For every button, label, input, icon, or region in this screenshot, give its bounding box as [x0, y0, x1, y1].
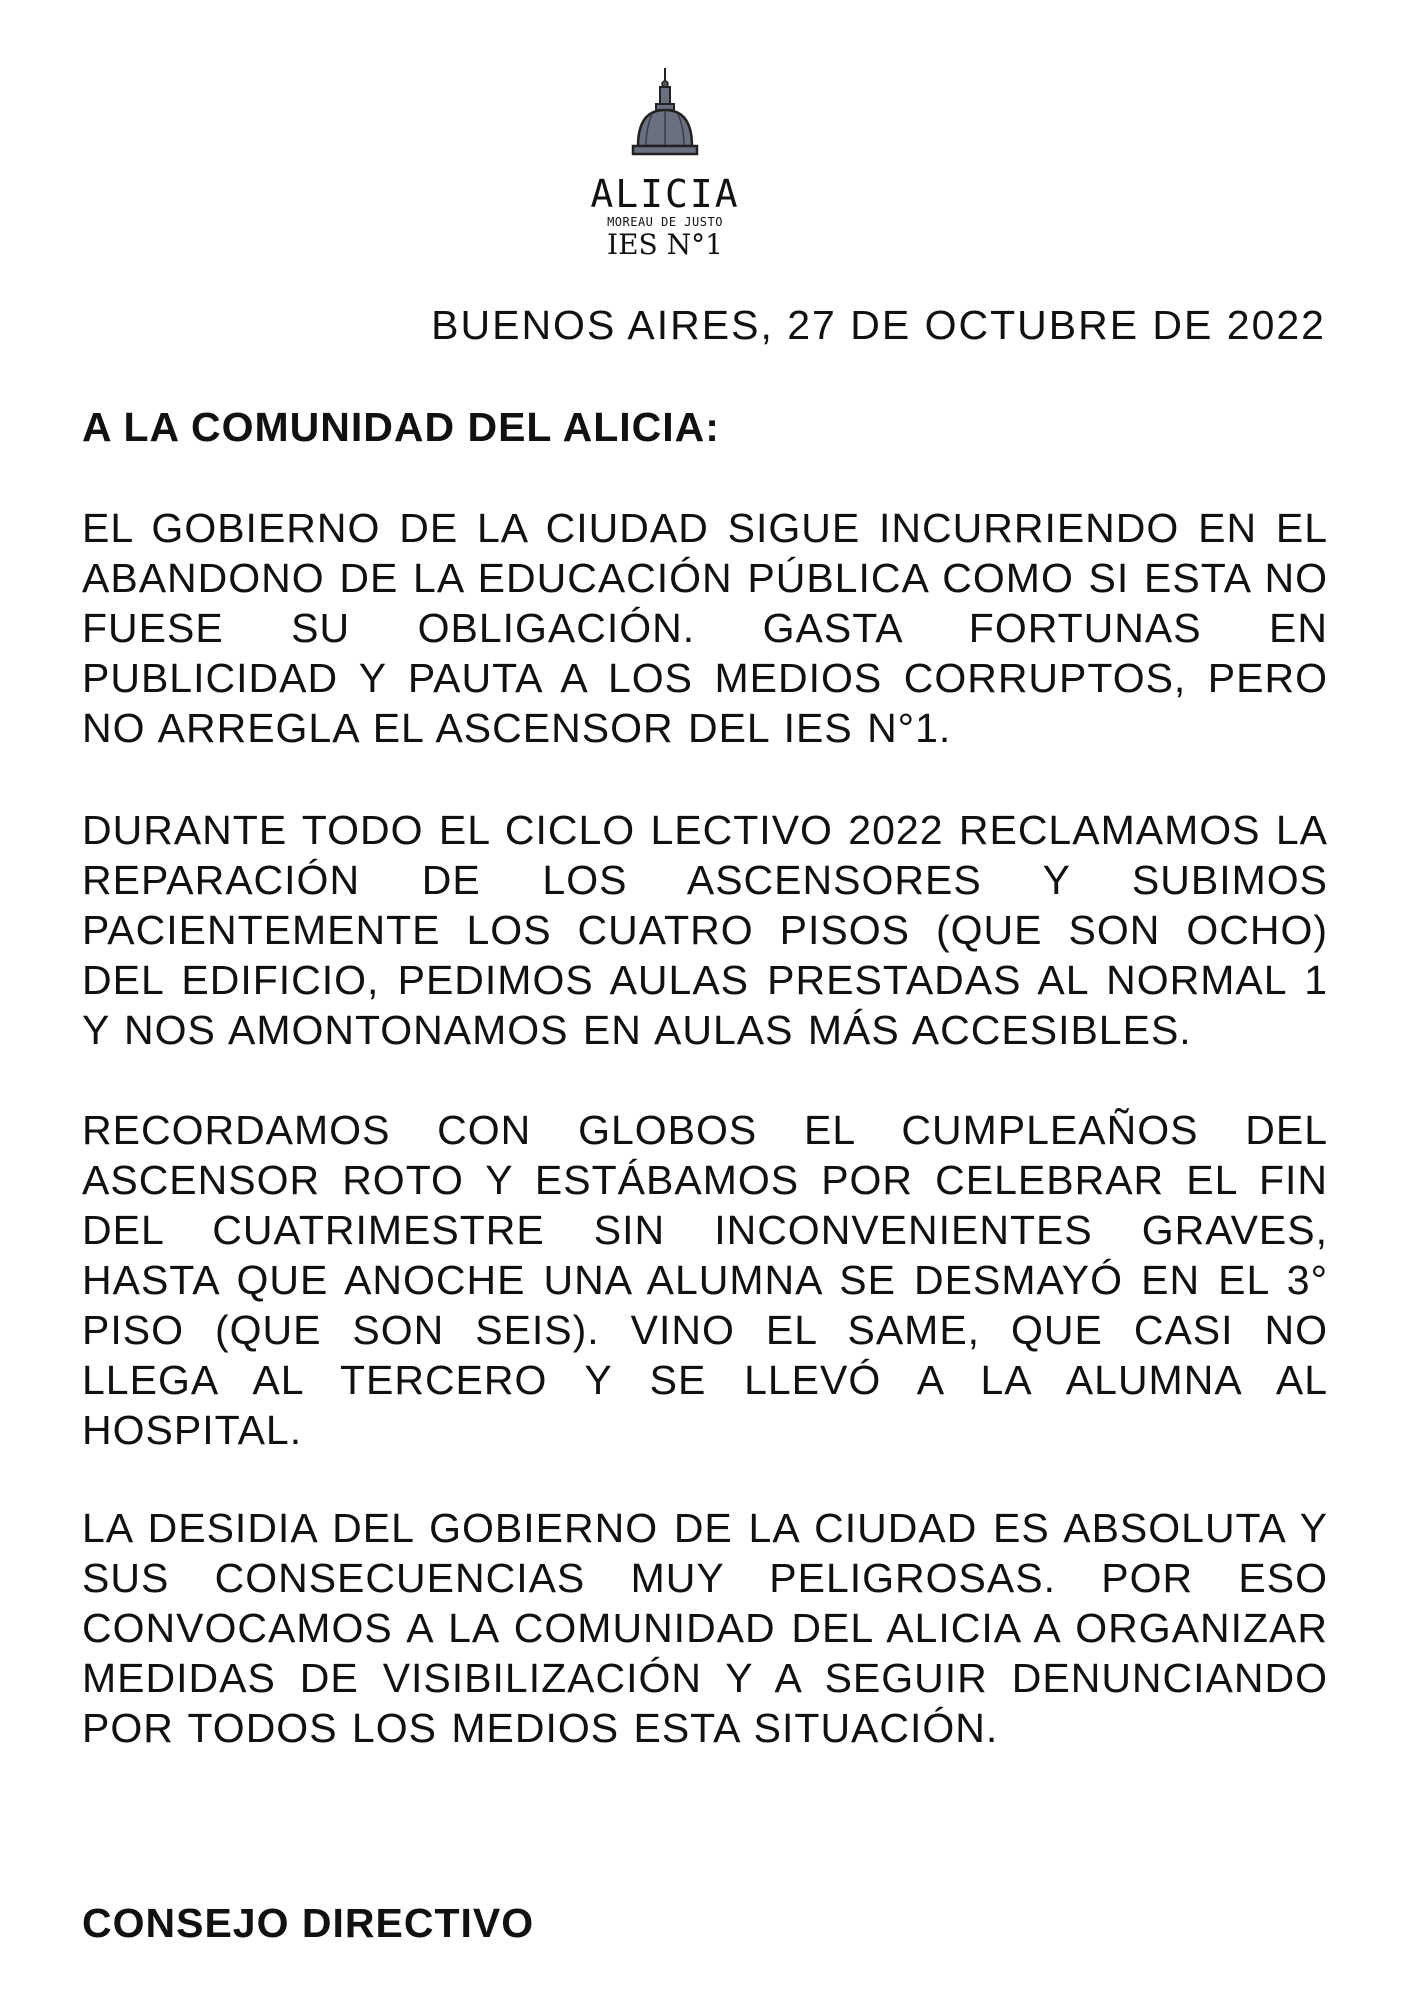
paragraph: LA DESIDIA DEL GOBIERNO DE LA CIUDAD ES ABSOLUTA Y SUS CONSECUENCIAS MUY PELIGROSAS. POR ESO CONVOCAMOS A LA COMUNIDAD DEL ALICIA A ORGANIZAR MEDIDAS DE VISIBILIZACIÓN Y A SEGUIR DENUNCIANDO POR TODOS LOS MEDIOS ESTA SITUACIÓN. [82, 1505, 1328, 1751]
institution-logo [575, 68, 755, 260]
paragraph: DURANTE TODO EL CICLO LECTIVO 2022 RECLAMAMOS LA REPARACIÓN DE LOS ASCENSORES Y SUBIMOS PACIENTEMENTE LOS CUATRO PISOS (QUE SON OCHO) DEL EDIFICIO, PEDIMOS AULAS PRESTADAS AL NORMAL 1 Y NOS AMONTONAMOS EN AULAS MÁS ACCESIBLES. [82, 807, 1328, 1053]
letter-heading: A LA COMUNIDAD DEL ALICIA: [82, 404, 720, 450]
dome-icon [630, 68, 700, 168]
paragraph: EL GOBIERNO DE LA CIUDAD SIGUE INCURRIENDO EN EL ABANDONO DE LA EDUCACIÓN PÚBLICA COMO SI ESTA NO FUESE SU OBLIGACIÓN. GASTA FORTUNAS EN PUBLICIDAD Y PAUTA A LOS MEDIOS CORRUPTOS, PERO NO ARREGLA EL ASCENSOR DEL IES N°1. [82, 505, 1328, 751]
logo-name: ALICIA [590, 172, 740, 216]
logo-institution: IES N°1 [607, 228, 723, 261]
signature: CONSEJO DIRECTIVO [82, 1900, 535, 1946]
logo-subtitle: MOREAU DE JUSTO [607, 215, 723, 229]
date-line: BUENOS AIRES, 27 DE OCTUBRE DE 2022 [431, 302, 1326, 348]
paragraph: RECORDAMOS CON GLOBOS EL CUMPLEAÑOS DEL ASCENSOR ROTO Y ESTÁBAMOS POR CELEBRAR EL FIN DEL CUATRIMESTRE SIN INCONVENIENTES GRAVES, HASTA QUE ANOCHE UNA ALUMNA SE DESMAYÓ EN EL 3° PISO (QUE SON SEIS). VINO EL SAME, QUE CASI NO LLEGA AL TERCERO Y SE LLEVÓ A LA ALUMNA AL HOSPITAL. [82, 1107, 1328, 1453]
